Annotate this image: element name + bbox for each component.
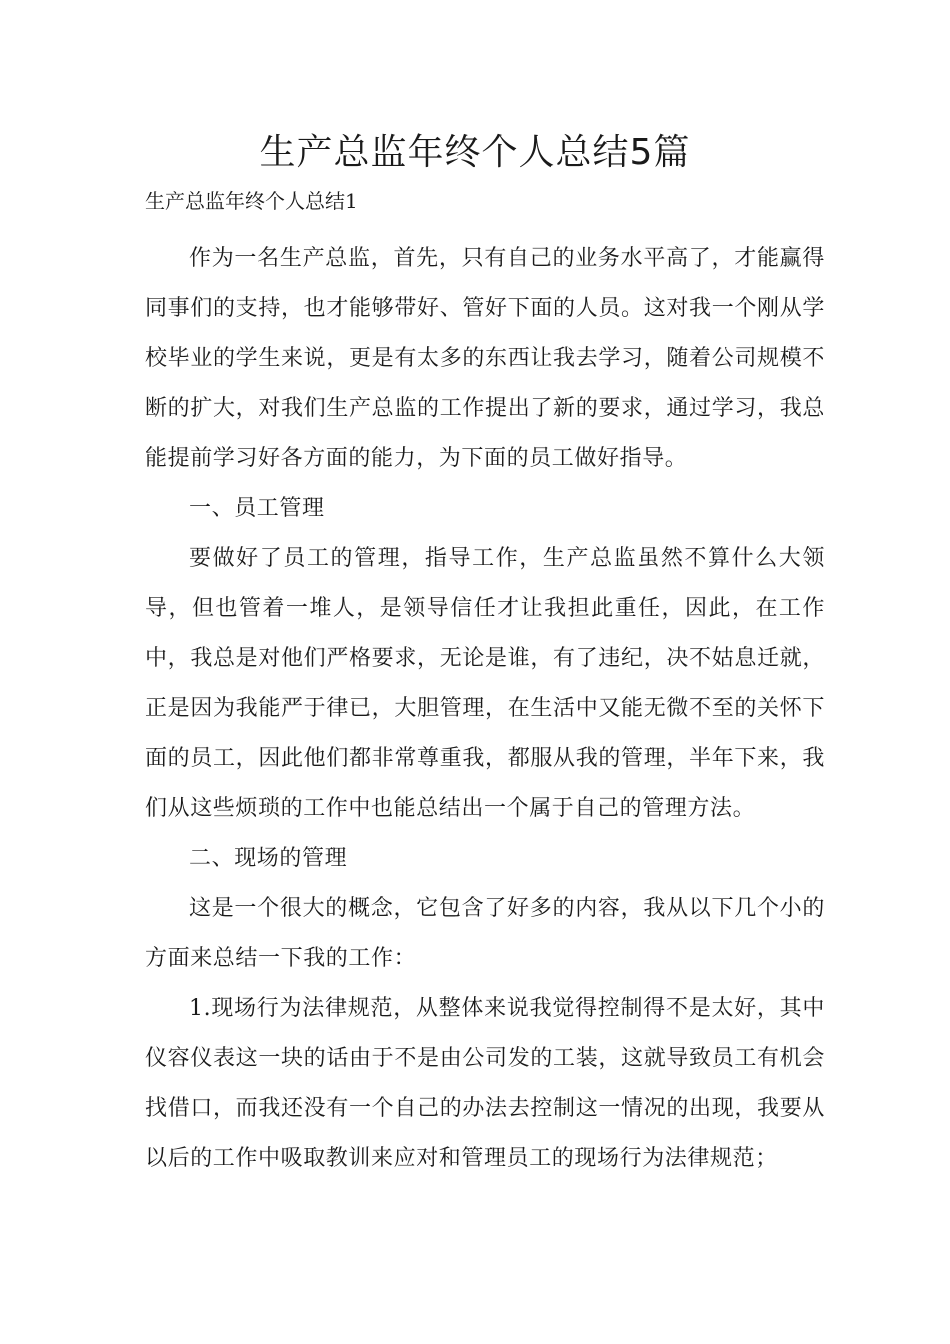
paragraph-intro: 作为一名生产总监，首先，只有自己的业务水平高了，才能赢得同事们的支持，也才能够带好、管好下面的人员。这对我一个刚从学校毕业的学生来说，更是有太多的东西让我去学习，随着公司规模不断的扩大，对我们生产总监的工作提出了新的要求，通过学习，我总能提前学习好各方面的能力，为下面的员工做好指导。 <box>145 246 825 471</box>
document-body <box>145 234 825 1184</box>
document-subtitle: 生产总监年终个人总结1 <box>145 189 358 213</box>
paragraph-staff-management: 要做好了员工的管理，指导工作，生产总监虽然不算什么大领导，但也管着一堆人，是领导信任才让我担此重任，因此，在工作中，我总是对他们严格要求，无论是谁，有了违纪，决不姑息迁就，正是因为我能严于律已，大胆管理，在生活中又能无微不至的关怀下面的员工，因此他们都非常尊重我，都服从我的管理，半年下来，我们从这些烦琐的工作中也能总结出一个属于自己的管理方法。 <box>145 546 825 821</box>
section-heading-site-management: 二、现场的管理 <box>189 846 348 871</box>
paragraph-item-1: 1.现场行为法律规范，从整体来说我觉得控制得不是太好，其中仪容仪表这一块的话由于不是由公司发的工装，这就导致员工有机会找借口，而我还没有一个自己的办法去控制这一情况的出现，我要从以后的工作中吸取教训来应对和管理员工的现场行为法律规范； <box>145 996 825 1171</box>
document-title: 生产总监年终个人总结5篇 <box>259 132 691 173</box>
section-heading-staff-management: 一、员工管理 <box>189 496 325 521</box>
paragraph-site-management: 这是一个很大的概念，它包含了好多的内容，我从以下几个小的方面来总结一下我的工作： <box>145 896 825 971</box>
